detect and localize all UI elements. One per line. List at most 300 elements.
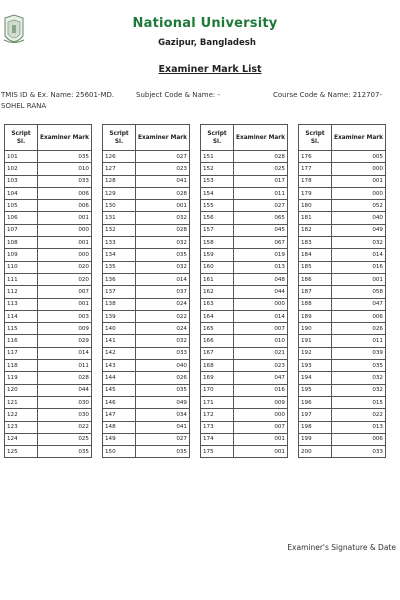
- table-row: [5, 396, 92, 408]
- script-serial-cell: 151: [201, 151, 234, 163]
- examiner-mark-cell: 023: [234, 360, 288, 372]
- script-serial-cell: 103: [5, 175, 38, 187]
- table-row: [103, 335, 190, 347]
- table-row: [201, 286, 288, 298]
- script-serial-cell: 137: [103, 286, 136, 298]
- university-title: National University: [132, 16, 278, 31]
- table-row: [201, 446, 288, 458]
- script-serial-cell: 145: [103, 384, 136, 396]
- table-row: [299, 237, 386, 249]
- table-row: [299, 175, 386, 187]
- examiner-mark-cell: 006: [332, 310, 386, 322]
- table-row: [299, 200, 386, 212]
- table-row: [103, 298, 190, 310]
- script-serial-cell: 138: [103, 298, 136, 310]
- mark-table: [102, 124, 190, 458]
- table-row: [201, 237, 288, 249]
- table-row: [299, 446, 386, 458]
- table-row: [5, 286, 92, 298]
- examiner-mark-cell: 000: [234, 409, 288, 421]
- table-row: [103, 421, 190, 433]
- script-serial-cell: 123: [5, 421, 38, 433]
- table-row: [5, 409, 92, 421]
- examiner-mark-cell: 034: [136, 409, 190, 421]
- script-serial-cell: 196: [299, 396, 332, 408]
- mark-table: [298, 124, 386, 458]
- examiner-mark-cell: 030: [38, 396, 92, 408]
- examiner-mark-cell: 044: [38, 384, 92, 396]
- examiner-mark-cell: 028: [38, 372, 92, 384]
- table-row: [201, 372, 288, 384]
- table-row: [201, 360, 288, 372]
- examiner-mark-cell: 000: [332, 187, 386, 199]
- mark-table: [200, 124, 288, 458]
- table-row: [103, 261, 190, 273]
- table-row: [5, 298, 92, 310]
- script-serial-cell: 108: [5, 237, 38, 249]
- examiner-mark-cell: 039: [332, 347, 386, 359]
- table-row: [299, 421, 386, 433]
- examiner-mark-cell: 035: [136, 446, 190, 458]
- table-row: [103, 446, 190, 458]
- examiner-mark-cell: 026: [332, 323, 386, 335]
- script-serial-cell: 120: [5, 384, 38, 396]
- script-serial-cell: 144: [103, 372, 136, 384]
- table-row: [103, 310, 190, 322]
- table-row: [201, 175, 288, 187]
- examiner-mark-cell: 014: [38, 347, 92, 359]
- table-row: [299, 310, 386, 322]
- table-row: [5, 347, 92, 359]
- examiner-mark-cell: 009: [234, 396, 288, 408]
- table-row: [201, 421, 288, 433]
- examiner-mark-cell: 011: [234, 187, 288, 199]
- script-serial-cell: 101: [5, 151, 38, 163]
- table-row: [103, 163, 190, 175]
- table-row: [299, 384, 386, 396]
- table-row: [5, 237, 92, 249]
- script-serial-cell: 169: [201, 372, 234, 384]
- examiner-mark-cell: 025: [38, 433, 92, 445]
- script-serial-cell: 139: [103, 310, 136, 322]
- table-row: [103, 286, 190, 298]
- table-row: [201, 151, 288, 163]
- script-serial-cell: 106: [5, 212, 38, 224]
- examiner-mark-cell: 029: [38, 335, 92, 347]
- script-serial-cell: 136: [103, 273, 136, 285]
- script-serial-cell: 122: [5, 409, 38, 421]
- examiner-mark-cell: 022: [38, 421, 92, 433]
- examiner-mark-cell: 007: [234, 323, 288, 335]
- examiner-mark-cell: 032: [136, 237, 190, 249]
- examiner-mark-cell: 021: [234, 347, 288, 359]
- examiner-mark-cell: 011: [38, 360, 92, 372]
- script-serial-cell: 147: [103, 409, 136, 421]
- script-serial-cell: 114: [5, 310, 38, 322]
- examiner-mark-cell: 035: [38, 446, 92, 458]
- examiner-mark-cell: 019: [234, 249, 288, 261]
- script-serial-cell: 173: [201, 421, 234, 433]
- table-row: [5, 446, 92, 458]
- script-serial-cell: 179: [299, 187, 332, 199]
- table-row: [103, 237, 190, 249]
- examiner-mark-cell: 003: [38, 310, 92, 322]
- script-serial-cell: 167: [201, 347, 234, 359]
- table-row: [5, 323, 92, 335]
- examiner-mark-cell: 025: [234, 163, 288, 175]
- examiner-mark-cell: 049: [332, 224, 386, 236]
- examiner-mark-cell: 014: [234, 310, 288, 322]
- examiner-mark-cell: 045: [234, 224, 288, 236]
- examiner-mark-cell: 011: [332, 335, 386, 347]
- table-row: [103, 323, 190, 335]
- table-row: [5, 261, 92, 273]
- table-row: [299, 298, 386, 310]
- column-header-script: Script Sl.: [5, 125, 38, 151]
- examiner-mark-cell: 032: [136, 335, 190, 347]
- table-row: [299, 249, 386, 261]
- examiner-mark-cell: 020: [38, 261, 92, 273]
- table-row: [103, 409, 190, 421]
- examiner-mark-cell: 028: [136, 224, 190, 236]
- table-row: [299, 335, 386, 347]
- table-row: [5, 384, 92, 396]
- script-serial-cell: 125: [5, 446, 38, 458]
- column-header-mark: Examiner Mark: [136, 125, 190, 151]
- table-row: [103, 360, 190, 372]
- column-header-mark: Examiner Mark: [234, 125, 288, 151]
- script-serial-cell: 197: [299, 409, 332, 421]
- table-row: [103, 273, 190, 285]
- examiner-mark-cell: 009: [38, 323, 92, 335]
- script-serial-cell: 110: [5, 261, 38, 273]
- script-serial-cell: 158: [201, 237, 234, 249]
- table-row: [299, 187, 386, 199]
- examiner-mark-cell: 041: [136, 421, 190, 433]
- script-serial-cell: 178: [299, 175, 332, 187]
- script-serial-cell: 195: [299, 384, 332, 396]
- examiner-mark-cell: 010: [38, 163, 92, 175]
- table-row: [103, 433, 190, 445]
- table-row: [299, 151, 386, 163]
- table-row: [299, 360, 386, 372]
- table-row: [201, 249, 288, 261]
- examiner-mark-cell: 028: [234, 151, 288, 163]
- script-serial-cell: 177: [299, 163, 332, 175]
- script-serial-cell: 174: [201, 433, 234, 445]
- script-serial-cell: 131: [103, 212, 136, 224]
- examiner-mark-cell: 052: [332, 200, 386, 212]
- examiner-mark-cell: 006: [38, 187, 92, 199]
- examiner-mark-cell: 035: [38, 151, 92, 163]
- examiner-mark-cell: 006: [38, 200, 92, 212]
- script-serial-cell: 185: [299, 261, 332, 273]
- examiner-mark-cell: 007: [234, 421, 288, 433]
- table-row: [299, 323, 386, 335]
- script-serial-cell: 117: [5, 347, 38, 359]
- script-serial-cell: 165: [201, 323, 234, 335]
- examiner-mark-cell: 022: [332, 409, 386, 421]
- table-row: [103, 224, 190, 236]
- table-row: [201, 200, 288, 212]
- script-serial-cell: 159: [201, 249, 234, 261]
- examiner-mark-cell: 035: [332, 360, 386, 372]
- script-serial-cell: 175: [201, 446, 234, 458]
- table-row: [103, 212, 190, 224]
- examiner-mark-cell: 037: [136, 286, 190, 298]
- script-serial-cell: 166: [201, 335, 234, 347]
- examiner-mark-cell: 041: [136, 175, 190, 187]
- examiner-mark-cell: 010: [234, 335, 288, 347]
- examiner-mark-cell: 006: [332, 433, 386, 445]
- document-title: Examiner Mark List: [158, 64, 262, 75]
- script-serial-cell: 134: [103, 249, 136, 261]
- script-serial-cell: 148: [103, 421, 136, 433]
- examiner-mark-cell: 049: [136, 396, 190, 408]
- table-row: [201, 323, 288, 335]
- script-serial-cell: 200: [299, 446, 332, 458]
- script-serial-cell: 199: [299, 433, 332, 445]
- examiner-mark-cell: 024: [136, 298, 190, 310]
- table-row: [299, 372, 386, 384]
- table-row: [103, 372, 190, 384]
- table-row: [201, 212, 288, 224]
- table-row: [299, 163, 386, 175]
- script-serial-cell: 119: [5, 372, 38, 384]
- table-row: [201, 273, 288, 285]
- table-header-row: [299, 125, 386, 151]
- examiner-mark-cell: 000: [38, 224, 92, 236]
- script-serial-cell: 198: [299, 421, 332, 433]
- script-serial-cell: 157: [201, 224, 234, 236]
- table-row: [299, 433, 386, 445]
- column-header-mark: Examiner Mark: [38, 125, 92, 151]
- script-serial-cell: 128: [103, 175, 136, 187]
- script-serial-cell: 102: [5, 163, 38, 175]
- script-serial-cell: 104: [5, 187, 38, 199]
- table-row: [5, 151, 92, 163]
- examiner-mark-cell: 005: [332, 151, 386, 163]
- table-row: [299, 273, 386, 285]
- script-serial-cell: 186: [299, 273, 332, 285]
- examiner-mark-cell: 001: [38, 212, 92, 224]
- script-serial-cell: 135: [103, 261, 136, 273]
- examiner-mark-cell: 058: [332, 286, 386, 298]
- script-serial-cell: 132: [103, 224, 136, 236]
- table-header-row: [201, 125, 288, 151]
- examiner-mark-cell: 015: [332, 396, 386, 408]
- examiner-mark-cell: 014: [136, 273, 190, 285]
- examiner-mark-cell: 035: [136, 249, 190, 261]
- examiner-mark-cell: 017: [234, 175, 288, 187]
- script-serial-cell: 163: [201, 298, 234, 310]
- examiner-mark-cell: 027: [136, 433, 190, 445]
- examiner-mark-cell: 026: [136, 372, 190, 384]
- script-serial-cell: 171: [201, 396, 234, 408]
- script-serial-cell: 133: [103, 237, 136, 249]
- table-row: [103, 151, 190, 163]
- subject-info: Subject Code & Name: -: [136, 91, 220, 99]
- script-serial-cell: 109: [5, 249, 38, 261]
- script-serial-cell: 105: [5, 200, 38, 212]
- table-row: [103, 200, 190, 212]
- table-row: [201, 335, 288, 347]
- column-header-script: Script Sl.: [103, 125, 136, 151]
- script-serial-cell: 154: [201, 187, 234, 199]
- script-serial-cell: 160: [201, 261, 234, 273]
- script-serial-cell: 168: [201, 360, 234, 372]
- table-row: [5, 200, 92, 212]
- table-row: [103, 249, 190, 261]
- examiner-mark-cell: 033: [332, 446, 386, 458]
- script-serial-cell: 190: [299, 323, 332, 335]
- examiner-mark-cell: 067: [234, 237, 288, 249]
- examiner-mark-cell: 016: [234, 384, 288, 396]
- script-serial-cell: 116: [5, 335, 38, 347]
- script-serial-cell: 181: [299, 212, 332, 224]
- table-row: [5, 310, 92, 322]
- script-serial-cell: 191: [299, 335, 332, 347]
- examiner-mark-cell: 035: [136, 384, 190, 396]
- script-serial-cell: 146: [103, 396, 136, 408]
- examiner-mark-cell: 048: [234, 273, 288, 285]
- script-serial-cell: 143: [103, 360, 136, 372]
- course-info: Course Code & Name: 212707-: [273, 91, 382, 99]
- table-row: [201, 347, 288, 359]
- examiner-mark-cell: 032: [136, 212, 190, 224]
- examiner-mark-cell: 014: [332, 249, 386, 261]
- script-serial-cell: 118: [5, 360, 38, 372]
- table-row: [299, 396, 386, 408]
- table-row: [299, 286, 386, 298]
- script-serial-cell: 176: [299, 151, 332, 163]
- examiner-mark-cell: 007: [38, 286, 92, 298]
- examiner-mark-cell: 001: [234, 433, 288, 445]
- table-row: [299, 409, 386, 421]
- script-serial-cell: 192: [299, 347, 332, 359]
- table-row: [5, 372, 92, 384]
- script-serial-cell: 140: [103, 323, 136, 335]
- table-row: [299, 261, 386, 273]
- table-header-row: [103, 125, 190, 151]
- script-serial-cell: 107: [5, 224, 38, 236]
- table-row: [201, 310, 288, 322]
- table-row: [201, 163, 288, 175]
- script-serial-cell: 115: [5, 323, 38, 335]
- script-serial-cell: 153: [201, 175, 234, 187]
- table-row: [5, 421, 92, 433]
- column-header-script: Script Sl.: [299, 125, 332, 151]
- table-row: [5, 273, 92, 285]
- script-serial-cell: 156: [201, 212, 234, 224]
- table-row: [103, 384, 190, 396]
- script-serial-cell: 182: [299, 224, 332, 236]
- examiner-mark-cell: 027: [234, 200, 288, 212]
- examiner-mark-cell: 001: [136, 200, 190, 212]
- script-serial-cell: 155: [201, 200, 234, 212]
- table-row: [5, 187, 92, 199]
- column-header-script: Script Sl.: [201, 125, 234, 151]
- examiner-mark-cell: 030: [38, 409, 92, 421]
- script-serial-cell: 111: [5, 273, 38, 285]
- script-serial-cell: 172: [201, 409, 234, 421]
- table-row: [5, 249, 92, 261]
- script-serial-cell: 152: [201, 163, 234, 175]
- table-row: [103, 396, 190, 408]
- script-serial-cell: 189: [299, 310, 332, 322]
- mark-table: [4, 124, 92, 458]
- table-row: [201, 224, 288, 236]
- examiner-mark-cell: 001: [234, 446, 288, 458]
- script-serial-cell: 127: [103, 163, 136, 175]
- script-serial-cell: 161: [201, 273, 234, 285]
- tmis-info: TMIS ID & Ex. Name: 25601-MD. SOHEL RANA: [1, 91, 115, 110]
- table-row: [299, 212, 386, 224]
- examiner-mark-cell: 024: [136, 323, 190, 335]
- examiner-signature-label: Examiner's Signature & Date: [287, 543, 396, 552]
- examiner-mark-cell: 044: [234, 286, 288, 298]
- table-row: [5, 212, 92, 224]
- examiner-mark-cell: 023: [136, 163, 190, 175]
- examiner-mark-cell: 032: [332, 372, 386, 384]
- examiner-mark-cell: 032: [136, 261, 190, 273]
- script-serial-cell: 142: [103, 347, 136, 359]
- examiner-mark-cell: 028: [136, 187, 190, 199]
- table-row: [201, 261, 288, 273]
- examiner-mark-cell: 000: [38, 249, 92, 261]
- script-serial-cell: 124: [5, 433, 38, 445]
- script-serial-cell: 164: [201, 310, 234, 322]
- examiner-mark-cell: 032: [332, 237, 386, 249]
- examiner-mark-cell: 040: [136, 360, 190, 372]
- script-serial-cell: 180: [299, 200, 332, 212]
- script-serial-cell: 184: [299, 249, 332, 261]
- column-header-mark: Examiner Mark: [332, 125, 386, 151]
- script-serial-cell: 113: [5, 298, 38, 310]
- script-serial-cell: 141: [103, 335, 136, 347]
- examiner-mark-cell: 033: [38, 175, 92, 187]
- examiner-mark-cell: 033: [136, 347, 190, 359]
- table-row: [201, 384, 288, 396]
- table-row: [5, 224, 92, 236]
- script-serial-cell: 193: [299, 360, 332, 372]
- examiner-mark-cell: 000: [234, 298, 288, 310]
- examiner-mark-cell: 001: [332, 273, 386, 285]
- table-row: [299, 347, 386, 359]
- examiner-mark-cell: 027: [136, 151, 190, 163]
- script-serial-cell: 149: [103, 433, 136, 445]
- script-serial-cell: 188: [299, 298, 332, 310]
- table-row: [299, 224, 386, 236]
- table-row: [201, 298, 288, 310]
- table-row: [103, 347, 190, 359]
- examiner-mark-cell: 016: [332, 261, 386, 273]
- table-header-row: [5, 125, 92, 151]
- table-row: [103, 187, 190, 199]
- script-serial-cell: 126: [103, 151, 136, 163]
- examiner-mark-cell: 013: [332, 421, 386, 433]
- examiner-mark-cell: 065: [234, 212, 288, 224]
- table-row: [201, 396, 288, 408]
- script-serial-cell: 187: [299, 286, 332, 298]
- examiner-mark-cell: 001: [332, 175, 386, 187]
- university-location: Gazipur, Bangladesh: [158, 38, 256, 48]
- examiner-mark-cell: 032: [332, 384, 386, 396]
- examiner-mark-cell: 001: [38, 298, 92, 310]
- script-serial-cell: 121: [5, 396, 38, 408]
- script-serial-cell: 170: [201, 384, 234, 396]
- table-row: [5, 335, 92, 347]
